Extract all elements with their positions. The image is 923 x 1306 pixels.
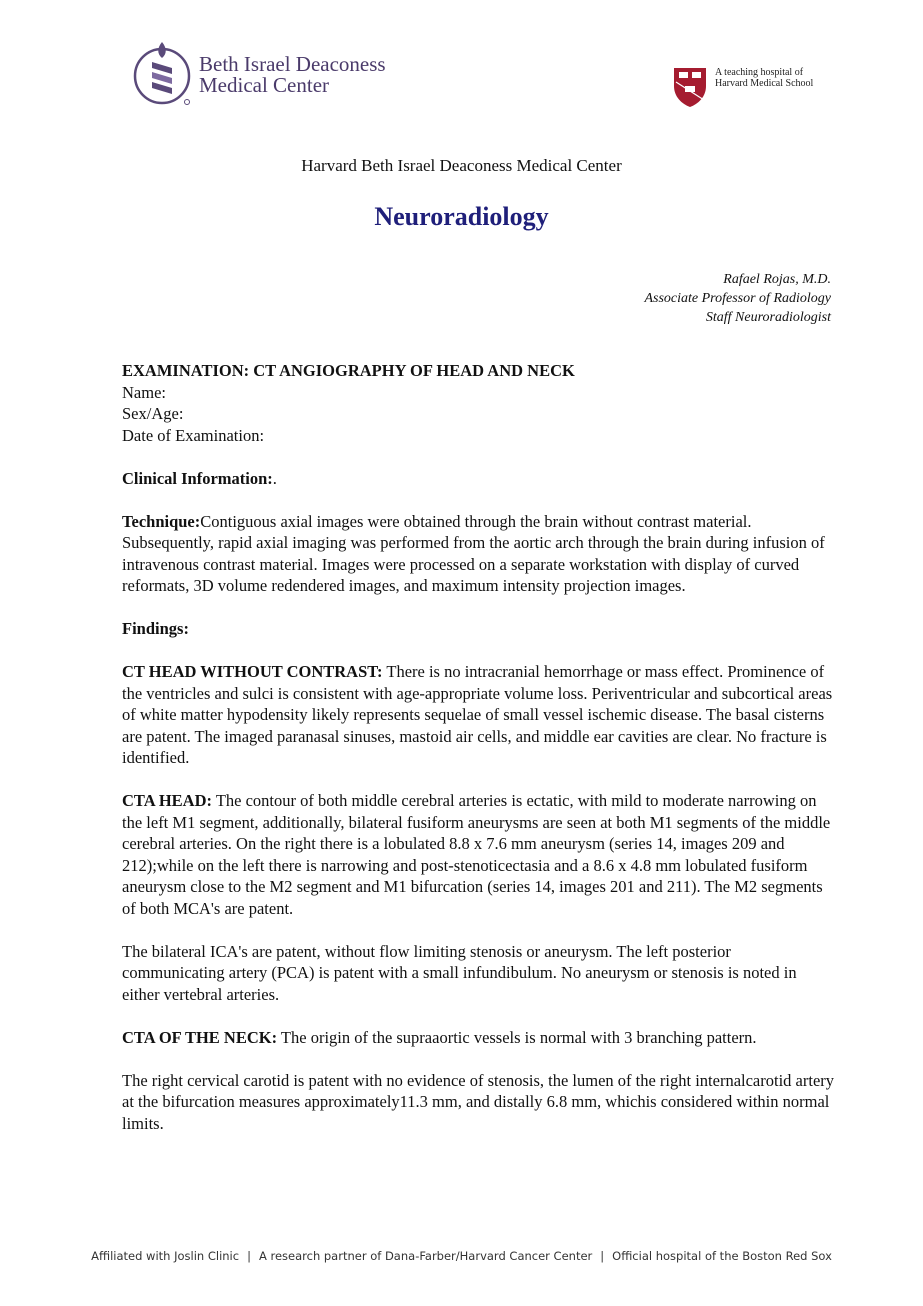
exam-date-field: Date of Examination:: [122, 425, 265, 445]
radiologist-title1: Associate Professor of Radiology: [644, 291, 831, 306]
logo-name-line1: Beth Israel Deaconess: [199, 52, 386, 76]
bidmc-logo: [133, 36, 433, 108]
harvard-logo: [672, 66, 822, 110]
ica-paragraph: The bilateral ICA's are patent, without flow limiting stenosis or aneurysm. The left posterior communicating artery (PCA) is patent with a small infundibulum. No aneurysm or stenosis is noted in either vertebral arteries.: [122, 941, 797, 1004]
footer-item-joslin: Affiliated with Joslin Clinic: [91, 1249, 240, 1263]
bidmc-emblem-icon: [133, 36, 195, 108]
footer-item-red-sox: Official hospital of the Boston Red Sox: [612, 1249, 832, 1263]
ct-head-section: CT HEAD WITHOUT CONTRAST: There is no intracranial hemorrhage or mass effect. Prominence of the ventricles and sulci is consistent with age-appropriate volume loss. Periventricular and subcortical areas of white matter hypodensity likely represents sequelae of small vessel ischemic disease. The basal cisterns are patent. The imaged paranasal sinuses, mastoid air cells, and middle ear cavities are clear. No fracture is identified.: [122, 662, 833, 767]
department-title: Neuroradiology: [374, 202, 549, 231]
cta-neck-section: CTA OF THE NECK: The origin of the supraaortic vessels is normal with 3 branching pattern.: [122, 1027, 757, 1047]
institution-name: Harvard Beth Israel Deaconess Medical Center: [301, 156, 622, 175]
cta-head-section: CTA HEAD: The contour of both middle cerebral arteries is ectatic, with mild to moderate narrowing on the left M1 segment, additionally, bilateral fusiform aneurysms are seen at both M1 segments of the middle cerebral arteries. On the right there is a lobulated 8.8 x 7.6 mm aneurysm (series 14, images 209 and 212);while on the left there is narrowing and post-stenoticectasia and a 8.6 x 4.8 mm lobulated fusiform aneurysm close to the M2 segment and M1 bifurcation (series 14, images 201 and 211). The M2 segments of both MCA's are patent.: [122, 791, 831, 918]
report-body: [122, 360, 837, 1134]
harvard-line1: A teaching hospital of: [715, 67, 804, 78]
harvard-line2: Harvard Medical School: [715, 78, 814, 89]
name-field: Name:: [122, 382, 166, 402]
radiologist-name: Rafael Rojas, M.D.: [723, 272, 831, 287]
clinical-information: Clinical Information:.: [122, 468, 277, 488]
footer: Affiliated with Joslin Clinic | A research partner of Dana-Farber/Harvard Cancer Center | Official hospital of the Boston Red Sox: [91, 1249, 832, 1263]
logo-name-line2: Medical Center: [199, 73, 330, 97]
carotid-paragraph: The right cervical carotid is patent with no evidence of stenosis, the lumen of the right internalcarotid artery at the bifurcation measures approximately11.3 mm, and distally 6.8 mm, whichis considered within normal limits.: [122, 1070, 835, 1133]
exam-title: EXAMINATION: CT ANGIOGRAPHY OF HEAD AND NECK: [122, 361, 575, 380]
technique-section: Technique:Contiguous axial images were obtained through the brain without contrast material. Subsequently, rapid axial imaging was performed from the aortic arch through the brain during infusion of intravenous contrast material. Images were processed on a separate workstation with display of curved reformats, 3D volume redendered images, and maximum intensity projection images.: [122, 511, 825, 595]
harvard-shield-icon: [672, 66, 708, 108]
radiologist-title2: Staff Neuroradiologist: [705, 310, 831, 325]
signature-block: [644, 270, 831, 327]
sex-age-field: Sex/Age:: [122, 404, 184, 423]
footer-item-dana-farber: A research partner of Dana-Farber/Harvard Cancer Center: [258, 1249, 593, 1263]
findings-heading: Findings:: [122, 619, 189, 638]
